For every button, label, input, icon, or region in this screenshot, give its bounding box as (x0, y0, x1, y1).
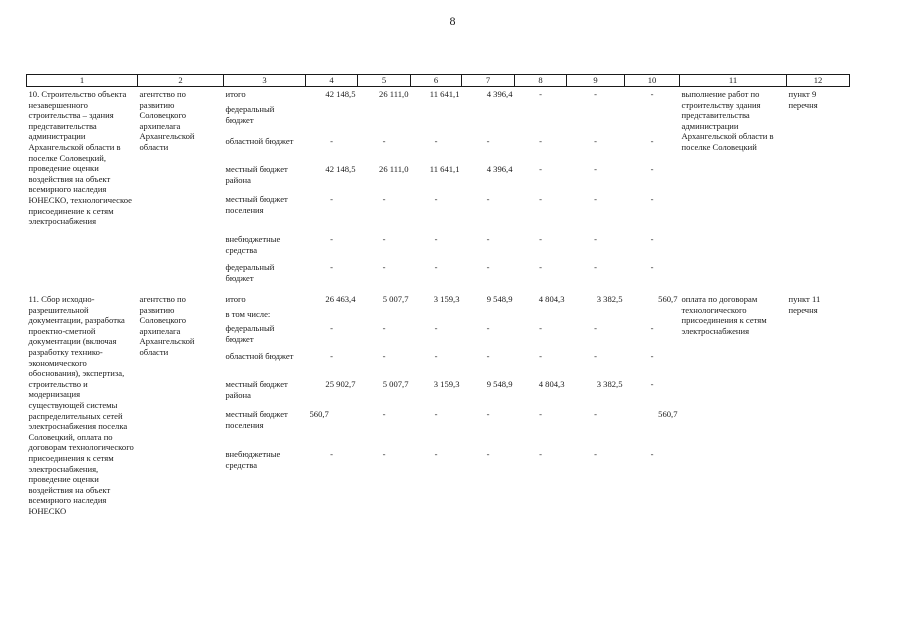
amount-cell: 560,7 (309, 409, 329, 419)
column-number: 9 (567, 75, 625, 87)
funding-source: внебюджетные средства (225, 449, 281, 470)
amount-cell: - (486, 449, 490, 459)
funding-source: итого (225, 294, 246, 304)
amount-cell: - (594, 136, 597, 146)
amount-cell: 4 804,3 (538, 294, 565, 304)
funding-source: областной бюджет (225, 136, 294, 146)
amount-cell: 42 148,5 (325, 89, 356, 99)
amount-cell: - (594, 89, 597, 99)
amount-cell: - (539, 89, 542, 99)
amount-cell (462, 309, 515, 323)
funding-source: местный бюджет поселения (225, 409, 288, 430)
funding-source: местный бюджет поселения (225, 194, 288, 215)
amount-cell (567, 104, 625, 136)
amount-cell: - (486, 234, 490, 244)
amount-cell (306, 309, 358, 323)
column-number: 7 (462, 75, 515, 87)
amount-cell: - (650, 323, 654, 333)
column-number: 10 (625, 75, 680, 87)
amount-cell: 3 159,3 (433, 294, 460, 304)
amount-cell: - (650, 351, 654, 361)
amount-cell: - (539, 351, 542, 361)
amount-cell: - (382, 136, 386, 146)
amount-cell: - (330, 449, 333, 459)
executor-cell: агентство по развитию Соловецкого архипелага Архангельской области (139, 294, 195, 357)
column-number-header (27, 75, 850, 87)
amount-cell: - (594, 262, 597, 272)
amount-cell: - (650, 449, 654, 459)
amount-cell: 26 111,0 (379, 89, 409, 99)
amount-cell: - (382, 262, 386, 272)
list-reference: пункт 9 перечня (788, 89, 818, 110)
amount-cell: 560,7 (658, 294, 678, 304)
funding-source: итого (225, 89, 246, 99)
amount-cell: 3 382,5 (596, 294, 623, 304)
amount-cell: - (486, 136, 490, 146)
amount-cell: 9 548,9 (486, 379, 513, 389)
amount-cell: 560,7 (658, 409, 678, 419)
funding-source: внебюджетные средства (225, 234, 281, 255)
expected-result: оплата по договорам технологического присоединения к сетям электроснабжения (681, 294, 767, 336)
table-row (27, 87, 850, 105)
amount-cell: - (382, 409, 386, 419)
amount-cell: - (594, 164, 597, 174)
amount-cell (567, 309, 625, 323)
amount-cell: - (434, 449, 438, 459)
amount-cell: - (434, 136, 438, 146)
amount-cell: - (650, 89, 654, 99)
table-row (27, 292, 850, 309)
amount-cell (411, 309, 462, 323)
amount-cell: 11 641,1 (429, 164, 460, 174)
amount-cell: - (650, 262, 654, 272)
amount-cell: - (594, 351, 597, 361)
amount-cell: - (330, 234, 333, 244)
amount-cell: - (330, 136, 333, 146)
amount-cell: - (330, 323, 333, 333)
amount-cell: - (650, 379, 654, 389)
column-number: 2 (138, 75, 224, 87)
amount-cell: - (539, 409, 542, 419)
executor-cell: агентство по развитию Соловецкого архипелага Архангельской области (139, 89, 195, 152)
amount-cell: - (434, 323, 438, 333)
amount-cell: - (594, 194, 597, 204)
measure-title: 10. Строительство объекта незавершенного строительства – здания представительства администрации Архангельской области в поселке Соловецкий, проведение оценки воздействия на объект всемирного наследия ЮНЕСКО, технологическое присоединение к сетям электроснабжения (28, 89, 132, 227)
amount-cell: - (594, 234, 597, 244)
amount-cell: - (434, 409, 438, 419)
amount-cell (515, 104, 567, 136)
amount-cell (625, 309, 680, 323)
amount-cell: - (539, 234, 542, 244)
funding-source: федеральный бюджет (225, 262, 275, 283)
column-number: 6 (411, 75, 462, 87)
amount-cell: - (434, 194, 438, 204)
funding-source: областной бюджет (225, 351, 294, 361)
column-number: 4 (306, 75, 358, 87)
column-number: 5 (358, 75, 411, 87)
expected-result: выполнение работ по строительству здания представительства администрации Архангельской области в поселке Соловецкий (681, 89, 774, 152)
amount-cell: - (594, 449, 597, 459)
amount-cell: - (330, 194, 333, 204)
amount-cell: 11 641,1 (429, 89, 460, 99)
amount-cell: - (382, 351, 386, 361)
amount-cell (515, 309, 567, 323)
column-number: 12 (787, 75, 850, 87)
funding-source: в том числе: (225, 309, 271, 319)
amount-cell (358, 309, 411, 323)
amount-cell: - (650, 164, 654, 174)
amount-cell (358, 104, 411, 136)
amount-cell: - (382, 323, 386, 333)
amount-cell: - (539, 164, 542, 174)
amount-cell: - (486, 351, 490, 361)
amount-cell (411, 104, 462, 136)
amount-cell: - (539, 136, 542, 146)
column-number: 3 (224, 75, 306, 87)
amount-cell: - (434, 234, 438, 244)
amount-cell: - (486, 194, 490, 204)
funding-source: федеральный бюджет (225, 104, 275, 125)
amount-cell: - (382, 449, 386, 459)
amount-cell: - (539, 262, 542, 272)
list-reference: пункт 11 перечня (788, 294, 821, 315)
amount-cell: - (650, 194, 654, 204)
amount-cell: 25 902,7 (325, 379, 356, 389)
program-table (26, 74, 850, 584)
measure-title: 11. Сбор исходно-разрешительной документации, разработка проектно-сметной документации (включая разработку технико-экономического обоснования), экспертиза, строительство и модернизация существующей системы распределительных сетей электроснабжения поселка Соловецкий, оплата по договорам технологического присоединения к сетям электроснабжения, проведение оценки воздействия на объект всемирного наследия ЮНЕСКО (28, 294, 134, 516)
amount-cell: 5 007,7 (382, 379, 409, 389)
amount-cell: - (434, 351, 438, 361)
column-number: 8 (515, 75, 567, 87)
amount-cell: - (330, 262, 333, 272)
amount-cell: 26 111,0 (379, 164, 409, 174)
amount-cell: 9 548,9 (486, 294, 513, 304)
amount-cell: - (382, 194, 386, 204)
amount-cell (462, 104, 515, 136)
amount-cell: - (650, 234, 654, 244)
funding-source: местный бюджет района (225, 379, 288, 400)
amount-cell: 3 159,3 (433, 379, 460, 389)
page-number: 8 (449, 14, 456, 28)
amount-cell (625, 104, 680, 136)
amount-cell: 4 396,4 (486, 89, 513, 99)
amount-cell: 4 804,3 (538, 379, 565, 389)
funding-source: федеральный бюджет (225, 323, 275, 344)
amount-cell: - (539, 194, 542, 204)
amount-cell: - (330, 351, 333, 361)
amount-cell: 3 382,5 (596, 379, 623, 389)
amount-cell: - (594, 323, 597, 333)
amount-cell: - (486, 409, 490, 419)
amount-cell: - (486, 262, 490, 272)
amount-cell: 42 148,5 (325, 164, 356, 174)
amount-cell: - (434, 262, 438, 272)
column-number: 1 (27, 75, 138, 87)
column-number: 11 (680, 75, 787, 87)
amount-cell (306, 104, 358, 136)
amount-cell: 26 463,4 (325, 294, 356, 304)
amount-cell: - (382, 234, 386, 244)
amount-cell: - (539, 449, 542, 459)
amount-cell: - (486, 323, 490, 333)
funding-source: местный бюджет района (225, 164, 288, 185)
amount-cell: 5 007,7 (382, 294, 409, 304)
amount-cell: - (539, 323, 542, 333)
amount-cell: - (650, 136, 654, 146)
amount-cell: 4 396,4 (486, 164, 513, 174)
amount-cell: - (594, 409, 597, 419)
